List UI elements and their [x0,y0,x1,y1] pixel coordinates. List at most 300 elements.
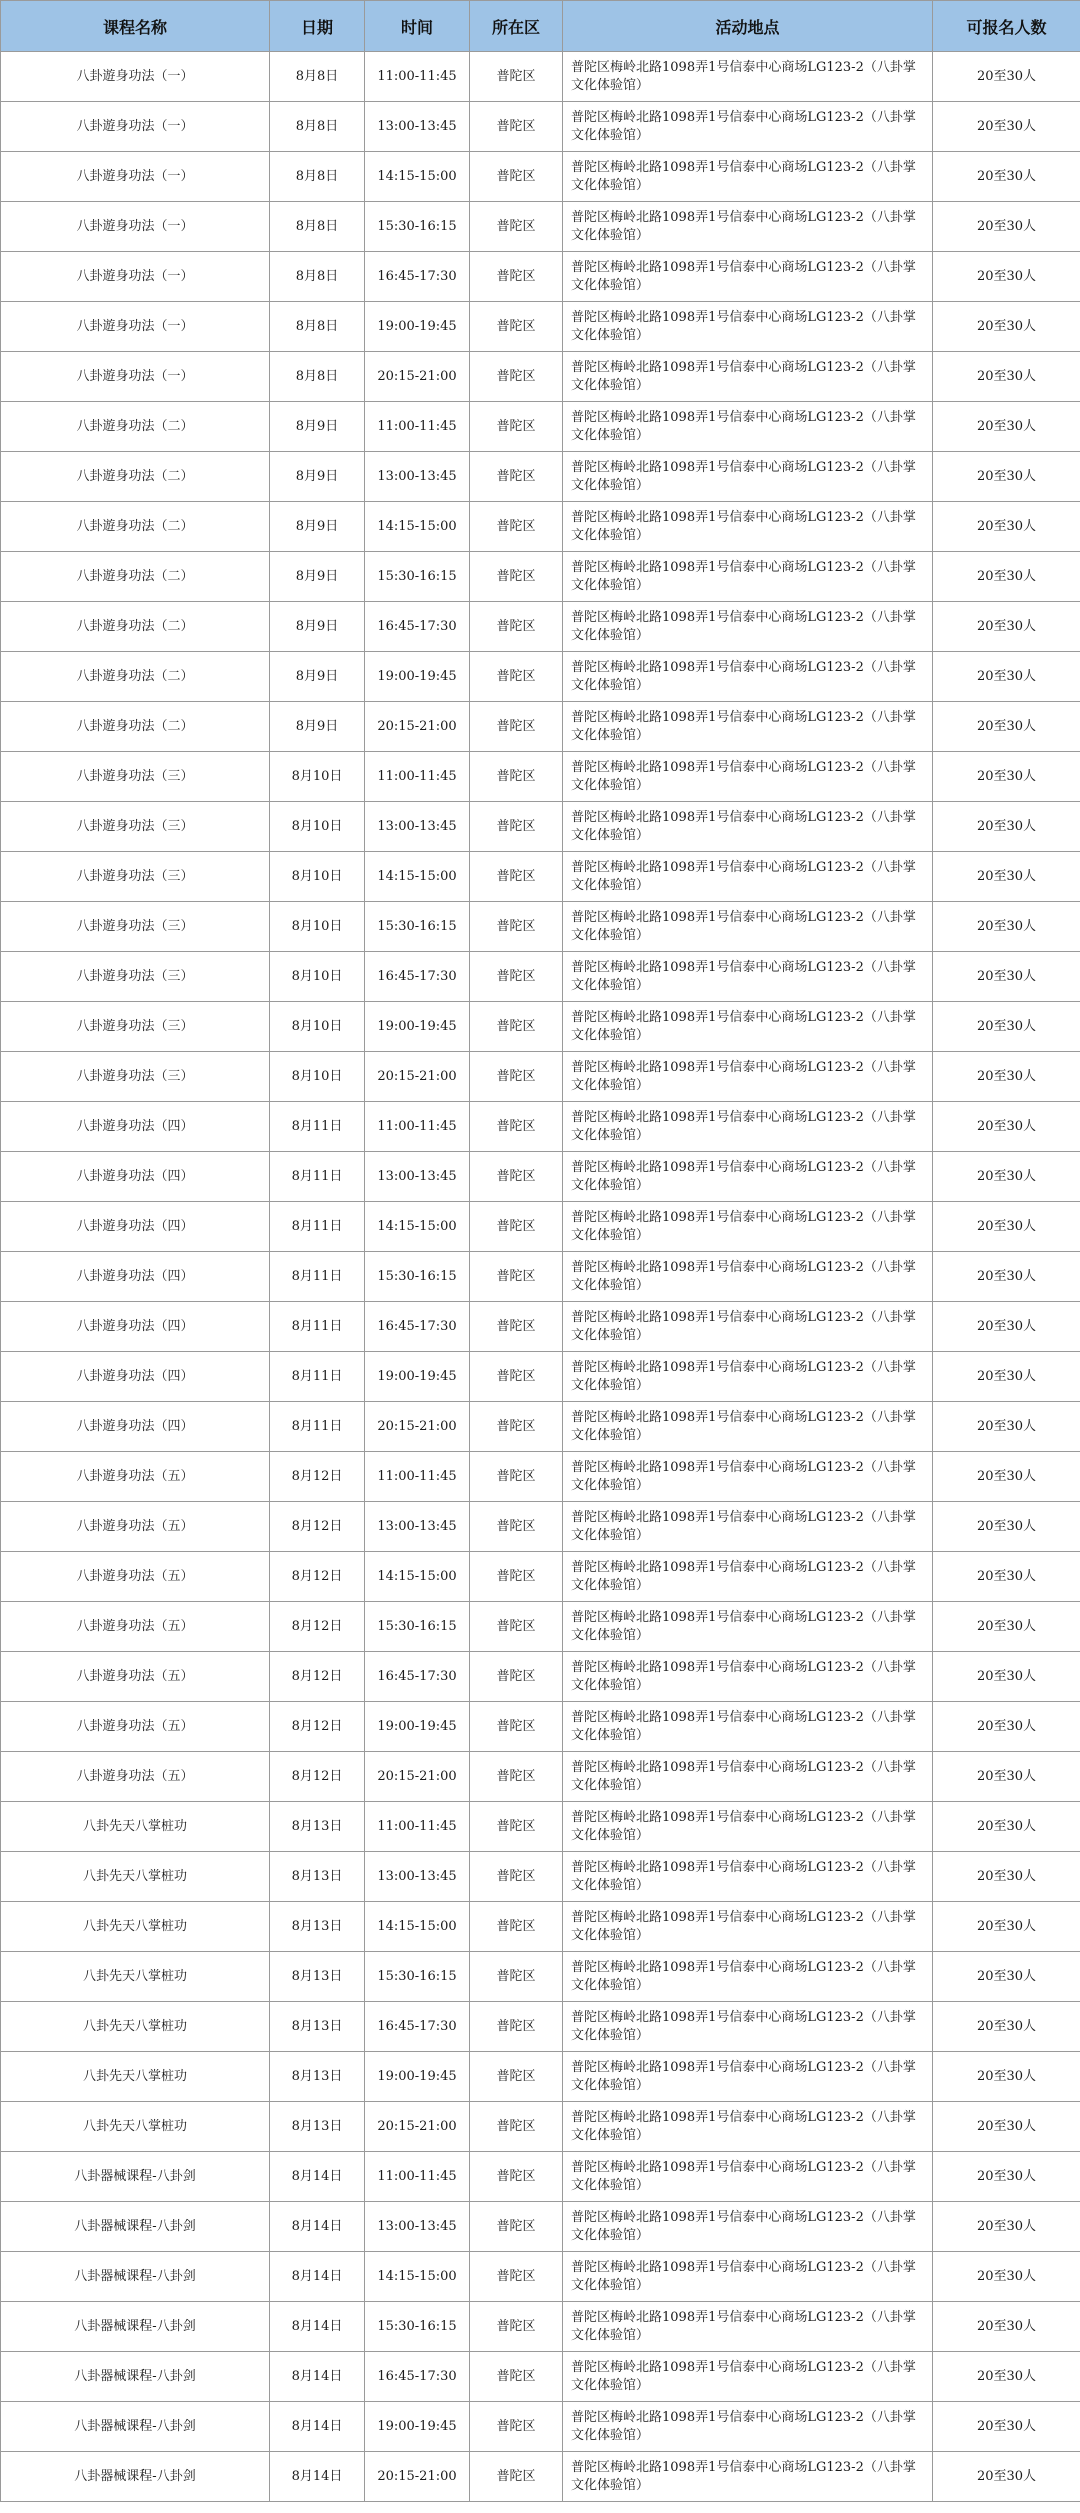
cell-district: 普陀区 [470,2102,563,2152]
cell-venue: 普陀区梅岭北路1098弄1号信泰中心商场LG123-2（八卦掌文化体验馆） [563,1402,933,1452]
table-row [1,1602,1080,1652]
cell-course-name: 八卦遊身功法（三） [1,752,270,802]
cell-course-name: 八卦遊身功法（五） [1,1702,270,1752]
cell-venue: 普陀区梅岭北路1098弄1号信泰中心商场LG123-2（八卦掌文化体验馆） [563,2202,933,2252]
cell-district: 普陀区 [470,1252,563,1302]
cell-venue: 普陀区梅岭北路1098弄1号信泰中心商场LG123-2（八卦掌文化体验馆） [563,752,933,802]
cell-date: 8月11日 [270,1252,365,1302]
table-row [1,702,1080,752]
cell-time: 14:15-15:00 [365,1902,470,1952]
cell-course-name: 八卦遊身功法（四） [1,1352,270,1402]
cell-time: 20:15-21:00 [365,2102,470,2152]
cell-capacity: 20至30人 [933,452,1080,502]
cell-district: 普陀区 [470,1152,563,1202]
cell-date: 8月11日 [270,1152,365,1202]
cell-capacity: 20至30人 [933,402,1080,452]
table-row [1,2352,1080,2402]
cell-district: 普陀区 [470,1752,563,1802]
cell-capacity: 20至30人 [933,1452,1080,1502]
cell-time: 11:00-11:45 [365,402,470,452]
table-row [1,1652,1080,1702]
cell-district: 普陀区 [470,902,563,952]
cell-district: 普陀区 [470,2002,563,2052]
table-row [1,1252,1080,1302]
cell-course-name: 八卦先天八掌桩功 [1,2102,270,2152]
cell-capacity: 20至30人 [933,302,1080,352]
cell-venue: 普陀区梅岭北路1098弄1号信泰中心商场LG123-2（八卦掌文化体验馆） [563,152,933,202]
cell-district: 普陀区 [470,402,563,452]
cell-venue: 普陀区梅岭北路1098弄1号信泰中心商场LG123-2（八卦掌文化体验馆） [563,52,933,102]
cell-venue: 普陀区梅岭北路1098弄1号信泰中心商场LG123-2（八卦掌文化体验馆） [563,1102,933,1152]
cell-venue: 普陀区梅岭北路1098弄1号信泰中心商场LG123-2（八卦掌文化体验馆） [563,852,933,902]
cell-time: 13:00-13:45 [365,452,470,502]
cell-time: 13:00-13:45 [365,802,470,852]
cell-venue: 普陀区梅岭北路1098弄1号信泰中心商场LG123-2（八卦掌文化体验馆） [563,1252,933,1302]
cell-time: 16:45-17:30 [365,1652,470,1702]
cell-district: 普陀区 [470,2202,563,2252]
cell-capacity: 20至30人 [933,1502,1080,1552]
cell-district: 普陀区 [470,1452,563,1502]
cell-time: 15:30-16:15 [365,202,470,252]
cell-venue: 普陀区梅岭北路1098弄1号信泰中心商场LG123-2（八卦掌文化体验馆） [563,1202,933,1252]
cell-capacity: 20至30人 [933,2202,1080,2252]
cell-time: 14:15-15:00 [365,152,470,202]
cell-venue: 普陀区梅岭北路1098弄1号信泰中心商场LG123-2（八卦掌文化体验馆） [563,1902,933,1952]
cell-time: 15:30-16:15 [365,1252,470,1302]
cell-date: 8月8日 [270,152,365,202]
cell-time: 19:00-19:45 [365,652,470,702]
cell-venue: 普陀区梅岭北路1098弄1号信泰中心商场LG123-2（八卦掌文化体验馆） [563,302,933,352]
cell-date: 8月13日 [270,1802,365,1852]
cell-time: 11:00-11:45 [365,2152,470,2202]
table-row [1,1052,1080,1102]
cell-capacity: 20至30人 [933,152,1080,202]
cell-date: 8月8日 [270,202,365,252]
cell-course-name: 八卦遊身功法（三） [1,802,270,852]
cell-course-name: 八卦遊身功法（三） [1,1002,270,1052]
cell-venue: 普陀区梅岭北路1098弄1号信泰中心商场LG123-2（八卦掌文化体验馆） [563,102,933,152]
cell-venue: 普陀区梅岭北路1098弄1号信泰中心商场LG123-2（八卦掌文化体验馆） [563,352,933,402]
cell-venue: 普陀区梅岭北路1098弄1号信泰中心商场LG123-2（八卦掌文化体验馆） [563,2302,933,2352]
cell-time: 16:45-17:30 [365,2002,470,2052]
cell-date: 8月14日 [270,2352,365,2402]
cell-district: 普陀区 [470,702,563,752]
cell-capacity: 20至30人 [933,902,1080,952]
table-row [1,602,1080,652]
cell-venue: 普陀区梅岭北路1098弄1号信泰中心商场LG123-2（八卦掌文化体验馆） [563,2102,933,2152]
cell-course-name: 八卦遊身功法（一） [1,252,270,302]
cell-time: 14:15-15:00 [365,1552,470,1602]
cell-date: 8月10日 [270,1002,365,1052]
cell-course-name: 八卦遊身功法（二） [1,502,270,552]
cell-date: 8月12日 [270,1652,365,1702]
cell-venue: 普陀区梅岭北路1098弄1号信泰中心商场LG123-2（八卦掌文化体验馆） [563,2402,933,2452]
cell-district: 普陀区 [470,252,563,302]
cell-venue: 普陀区梅岭北路1098弄1号信泰中心商场LG123-2（八卦掌文化体验馆） [563,202,933,252]
table-row [1,1152,1080,1202]
header-district: 所在区 [470,1,563,52]
cell-capacity: 20至30人 [933,952,1080,1002]
cell-time: 20:15-21:00 [365,352,470,402]
cell-course-name: 八卦遊身功法（二） [1,652,270,702]
cell-date: 8月12日 [270,1702,365,1752]
cell-date: 8月8日 [270,102,365,152]
table-body [1,52,1080,2502]
cell-date: 8月12日 [270,1602,365,1652]
cell-course-name: 八卦器械课程-八卦剑 [1,2202,270,2252]
cell-date: 8月8日 [270,352,365,402]
table-row [1,1702,1080,1752]
cell-course-name: 八卦先天八掌桩功 [1,1952,270,2002]
cell-venue: 普陀区梅岭北路1098弄1号信泰中心商场LG123-2（八卦掌文化体验馆） [563,1852,933,1902]
cell-date: 8月12日 [270,1752,365,1802]
table-row [1,1502,1080,1552]
cell-date: 8月10日 [270,952,365,1002]
cell-capacity: 20至30人 [933,1602,1080,1652]
header-course-name: 课程名称 [1,1,270,52]
cell-course-name: 八卦器械课程-八卦剑 [1,2152,270,2202]
cell-time: 19:00-19:45 [365,1002,470,1052]
table-row [1,402,1080,452]
cell-capacity: 20至30人 [933,2002,1080,2052]
cell-time: 20:15-21:00 [365,1052,470,1102]
cell-capacity: 20至30人 [933,2352,1080,2402]
cell-district: 普陀区 [470,1852,563,1902]
header-venue: 活动地点 [563,1,933,52]
cell-district: 普陀区 [470,2352,563,2402]
cell-capacity: 20至30人 [933,1552,1080,1602]
table-row [1,2052,1080,2102]
cell-time: 14:15-15:00 [365,1202,470,1252]
cell-time: 16:45-17:30 [365,252,470,302]
table-row [1,1852,1080,1902]
cell-venue: 普陀区梅岭北路1098弄1号信泰中心商场LG123-2（八卦掌文化体验馆） [563,1002,933,1052]
table-row [1,2402,1080,2452]
cell-time: 11:00-11:45 [365,1102,470,1152]
cell-date: 8月9日 [270,402,365,452]
cell-course-name: 八卦先天八掌桩功 [1,1852,270,1902]
table-row [1,1302,1080,1352]
cell-date: 8月11日 [270,1402,365,1452]
cell-capacity: 20至30人 [933,602,1080,652]
cell-course-name: 八卦遊身功法（四） [1,1102,270,1152]
cell-course-name: 八卦先天八掌桩功 [1,1902,270,1952]
cell-time: 15:30-16:15 [365,1952,470,2002]
cell-capacity: 20至30人 [933,2102,1080,2152]
cell-district: 普陀区 [470,1402,563,1452]
cell-capacity: 20至30人 [933,1402,1080,1452]
cell-venue: 普陀区梅岭北路1098弄1号信泰中心商场LG123-2（八卦掌文化体验馆） [563,2152,933,2202]
cell-venue: 普陀区梅岭北路1098弄1号信泰中心商场LG123-2（八卦掌文化体验馆） [563,2252,933,2302]
cell-venue: 普陀区梅岭北路1098弄1号信泰中心商场LG123-2（八卦掌文化体验馆） [563,1652,933,1702]
cell-course-name: 八卦遊身功法（四） [1,1202,270,1252]
cell-venue: 普陀区梅岭北路1098弄1号信泰中心商场LG123-2（八卦掌文化体验馆） [563,452,933,502]
cell-date: 8月9日 [270,652,365,702]
cell-course-name: 八卦遊身功法（三） [1,952,270,1002]
cell-capacity: 20至30人 [933,802,1080,852]
table-row [1,2152,1080,2202]
cell-capacity: 20至30人 [933,2152,1080,2202]
cell-course-name: 八卦遊身功法（二） [1,452,270,502]
cell-venue: 普陀区梅岭北路1098弄1号信泰中心商场LG123-2（八卦掌文化体验馆） [563,1552,933,1602]
table-row [1,2002,1080,2052]
cell-time: 19:00-19:45 [365,2402,470,2452]
table-row [1,2202,1080,2252]
header-capacity: 可报名人数 [933,1,1080,52]
cell-venue: 普陀区梅岭北路1098弄1号信泰中心商场LG123-2（八卦掌文化体验馆） [563,2052,933,2102]
table-row [1,1452,1080,1502]
cell-district: 普陀区 [470,2452,563,2502]
cell-course-name: 八卦遊身功法（五） [1,1502,270,1552]
cell-venue: 普陀区梅岭北路1098弄1号信泰中心商场LG123-2（八卦掌文化体验馆） [563,1052,933,1102]
cell-time: 11:00-11:45 [365,52,470,102]
cell-time: 19:00-19:45 [365,1702,470,1752]
cell-district: 普陀区 [470,1902,563,1952]
cell-course-name: 八卦遊身功法（五） [1,1652,270,1702]
table-row [1,802,1080,852]
cell-date: 8月13日 [270,1952,365,2002]
cell-time: 14:15-15:00 [365,852,470,902]
table-row [1,2102,1080,2152]
cell-date: 8月9日 [270,452,365,502]
cell-capacity: 20至30人 [933,1002,1080,1052]
cell-date: 8月10日 [270,1052,365,1102]
cell-capacity: 20至30人 [933,1052,1080,1102]
table-row [1,1752,1080,1802]
cell-time: 14:15-15:00 [365,502,470,552]
cell-capacity: 20至30人 [933,1802,1080,1852]
cell-time: 11:00-11:45 [365,1452,470,1502]
header-row [1,1,1080,52]
cell-course-name: 八卦器械课程-八卦剑 [1,2402,270,2452]
cell-capacity: 20至30人 [933,252,1080,302]
cell-course-name: 八卦遊身功法（五） [1,1552,270,1602]
cell-course-name: 八卦器械课程-八卦剑 [1,2452,270,2502]
cell-time: 16:45-17:30 [365,1302,470,1352]
cell-district: 普陀区 [470,2052,563,2102]
cell-date: 8月11日 [270,1352,365,1402]
table-row [1,102,1080,152]
table-row [1,2302,1080,2352]
cell-time: 20:15-21:00 [365,1752,470,1802]
cell-venue: 普陀区梅岭北路1098弄1号信泰中心商场LG123-2（八卦掌文化体验馆） [563,902,933,952]
cell-venue: 普陀区梅岭北路1098弄1号信泰中心商场LG123-2（八卦掌文化体验馆） [563,502,933,552]
cell-capacity: 20至30人 [933,2252,1080,2302]
cell-time: 15:30-16:15 [365,1602,470,1652]
cell-date: 8月13日 [270,2002,365,2052]
cell-course-name: 八卦遊身功法（一） [1,152,270,202]
cell-capacity: 20至30人 [933,1302,1080,1352]
cell-venue: 普陀区梅岭北路1098弄1号信泰中心商场LG123-2（八卦掌文化体验馆） [563,1452,933,1502]
cell-district: 普陀区 [470,552,563,602]
cell-course-name: 八卦遊身功法（五） [1,1452,270,1502]
cell-venue: 普陀区梅岭北路1098弄1号信泰中心商场LG123-2（八卦掌文化体验馆） [563,2002,933,2052]
cell-course-name: 八卦遊身功法（二） [1,402,270,452]
cell-district: 普陀区 [470,1552,563,1602]
cell-date: 8月14日 [270,2402,365,2452]
cell-district: 普陀区 [470,1102,563,1152]
cell-venue: 普陀区梅岭北路1098弄1号信泰中心商场LG123-2（八卦掌文化体验馆） [563,2452,933,2502]
header-time: 时间 [365,1,470,52]
cell-capacity: 20至30人 [933,52,1080,102]
cell-venue: 普陀区梅岭北路1098弄1号信泰中心商场LG123-2（八卦掌文化体验馆） [563,1802,933,1852]
cell-capacity: 20至30人 [933,852,1080,902]
cell-district: 普陀区 [470,1952,563,2002]
cell-district: 普陀区 [470,1502,563,1552]
cell-venue: 普陀区梅岭北路1098弄1号信泰中心商场LG123-2（八卦掌文化体验馆） [563,252,933,302]
cell-district: 普陀区 [470,2252,563,2302]
cell-course-name: 八卦遊身功法（三） [1,1052,270,1102]
cell-date: 8月13日 [270,2102,365,2152]
cell-venue: 普陀区梅岭北路1098弄1号信泰中心商场LG123-2（八卦掌文化体验馆） [563,1302,933,1352]
cell-time: 11:00-11:45 [365,752,470,802]
cell-capacity: 20至30人 [933,2052,1080,2102]
cell-capacity: 20至30人 [933,552,1080,602]
cell-venue: 普陀区梅岭北路1098弄1号信泰中心商场LG123-2（八卦掌文化体验馆） [563,2352,933,2402]
cell-course-name: 八卦遊身功法（四） [1,1302,270,1352]
cell-venue: 普陀区梅岭北路1098弄1号信泰中心商场LG123-2（八卦掌文化体验馆） [563,702,933,752]
table-row [1,952,1080,1002]
cell-time: 15:30-16:15 [365,902,470,952]
table-row [1,1902,1080,1952]
cell-capacity: 20至30人 [933,1902,1080,1952]
cell-district: 普陀区 [470,2152,563,2202]
cell-capacity: 20至30人 [933,1702,1080,1752]
table-row [1,1952,1080,2002]
cell-venue: 普陀区梅岭北路1098弄1号信泰中心商场LG123-2（八卦掌文化体验馆） [563,1152,933,1202]
cell-capacity: 20至30人 [933,1752,1080,1802]
cell-date: 8月11日 [270,1202,365,1252]
cell-capacity: 20至30人 [933,202,1080,252]
cell-date: 8月8日 [270,52,365,102]
cell-course-name: 八卦遊身功法（一） [1,202,270,252]
cell-capacity: 20至30人 [933,102,1080,152]
table-row [1,1202,1080,1252]
cell-time: 20:15-21:00 [365,2452,470,2502]
cell-district: 普陀区 [470,1202,563,1252]
cell-district: 普陀区 [470,1052,563,1102]
cell-course-name: 八卦遊身功法（二） [1,602,270,652]
cell-course-name: 八卦遊身功法（二） [1,702,270,752]
cell-course-name: 八卦遊身功法（四） [1,1252,270,1302]
cell-district: 普陀区 [470,602,563,652]
cell-time: 13:00-13:45 [365,102,470,152]
cell-time: 15:30-16:15 [365,552,470,602]
cell-date: 8月10日 [270,752,365,802]
cell-venue: 普陀区梅岭北路1098弄1号信泰中心商场LG123-2（八卦掌文化体验馆） [563,1702,933,1752]
cell-time: 13:00-13:45 [365,2202,470,2252]
cell-district: 普陀区 [470,1302,563,1352]
cell-capacity: 20至30人 [933,1652,1080,1702]
cell-time: 16:45-17:30 [365,602,470,652]
cell-date: 8月11日 [270,1102,365,1152]
cell-capacity: 20至30人 [933,2452,1080,2502]
cell-district: 普陀区 [470,502,563,552]
cell-district: 普陀区 [470,302,563,352]
cell-time: 19:00-19:45 [365,302,470,352]
cell-date: 8月10日 [270,902,365,952]
cell-district: 普陀区 [470,1802,563,1852]
table-row [1,902,1080,952]
cell-date: 8月14日 [270,2202,365,2252]
table-row [1,502,1080,552]
cell-date: 8月9日 [270,602,365,652]
cell-date: 8月9日 [270,502,365,552]
cell-date: 8月10日 [270,852,365,902]
cell-district: 普陀区 [470,2302,563,2352]
table-row [1,1402,1080,1452]
cell-district: 普陀区 [470,1702,563,1752]
cell-venue: 普陀区梅岭北路1098弄1号信泰中心商场LG123-2（八卦掌文化体验馆） [563,1352,933,1402]
cell-capacity: 20至30人 [933,1202,1080,1252]
table-row [1,302,1080,352]
table-row [1,152,1080,202]
table-row [1,552,1080,602]
cell-capacity: 20至30人 [933,352,1080,402]
cell-venue: 普陀区梅岭北路1098弄1号信泰中心商场LG123-2（八卦掌文化体验馆） [563,402,933,452]
cell-district: 普陀区 [470,1002,563,1052]
table-row [1,452,1080,502]
cell-date: 8月14日 [270,2152,365,2202]
cell-course-name: 八卦遊身功法（一） [1,302,270,352]
cell-capacity: 20至30人 [933,752,1080,802]
cell-course-name: 八卦遊身功法（三） [1,902,270,952]
cell-course-name: 八卦遊身功法（二） [1,552,270,602]
cell-date: 8月12日 [270,1502,365,1552]
cell-time: 19:00-19:45 [365,1352,470,1402]
cell-date: 8月12日 [270,1552,365,1602]
table-row [1,252,1080,302]
cell-time: 15:30-16:15 [365,2302,470,2352]
cell-district: 普陀区 [470,1652,563,1702]
table-row [1,852,1080,902]
cell-date: 8月13日 [270,1852,365,1902]
cell-course-name: 八卦遊身功法（四） [1,1402,270,1452]
cell-date: 8月9日 [270,552,365,602]
cell-course-name: 八卦器械课程-八卦剑 [1,2302,270,2352]
cell-district: 普陀区 [470,652,563,702]
header-date: 日期 [270,1,365,52]
cell-district: 普陀区 [470,802,563,852]
cell-capacity: 20至30人 [933,1102,1080,1152]
cell-capacity: 20至30人 [933,1952,1080,2002]
cell-venue: 普陀区梅岭北路1098弄1号信泰中心商场LG123-2（八卦掌文化体验馆） [563,552,933,602]
cell-course-name: 八卦遊身功法（四） [1,1152,270,1202]
cell-venue: 普陀区梅岭北路1098弄1号信泰中心商场LG123-2（八卦掌文化体验馆） [563,802,933,852]
cell-course-name: 八卦先天八掌桩功 [1,2002,270,2052]
cell-district: 普陀区 [470,952,563,1002]
cell-time: 14:15-15:00 [365,2252,470,2302]
table-row [1,352,1080,402]
cell-date: 8月11日 [270,1302,365,1352]
table-row [1,52,1080,102]
cell-date: 8月10日 [270,802,365,852]
cell-course-name: 八卦遊身功法（一） [1,352,270,402]
table-row [1,752,1080,802]
cell-date: 8月14日 [270,2252,365,2302]
cell-course-name: 八卦器械课程-八卦剑 [1,2252,270,2302]
cell-venue: 普陀区梅岭北路1098弄1号信泰中心商场LG123-2（八卦掌文化体验馆） [563,652,933,702]
cell-date: 8月8日 [270,302,365,352]
cell-venue: 普陀区梅岭北路1098弄1号信泰中心商场LG123-2（八卦掌文化体验馆） [563,1752,933,1802]
cell-course-name: 八卦器械课程-八卦剑 [1,2352,270,2402]
cell-time: 16:45-17:30 [365,2352,470,2402]
table-header [1,1,1080,52]
cell-time: 13:00-13:45 [365,1852,470,1902]
table-row [1,1002,1080,1052]
table-row [1,1802,1080,1852]
cell-course-name: 八卦遊身功法（一） [1,52,270,102]
